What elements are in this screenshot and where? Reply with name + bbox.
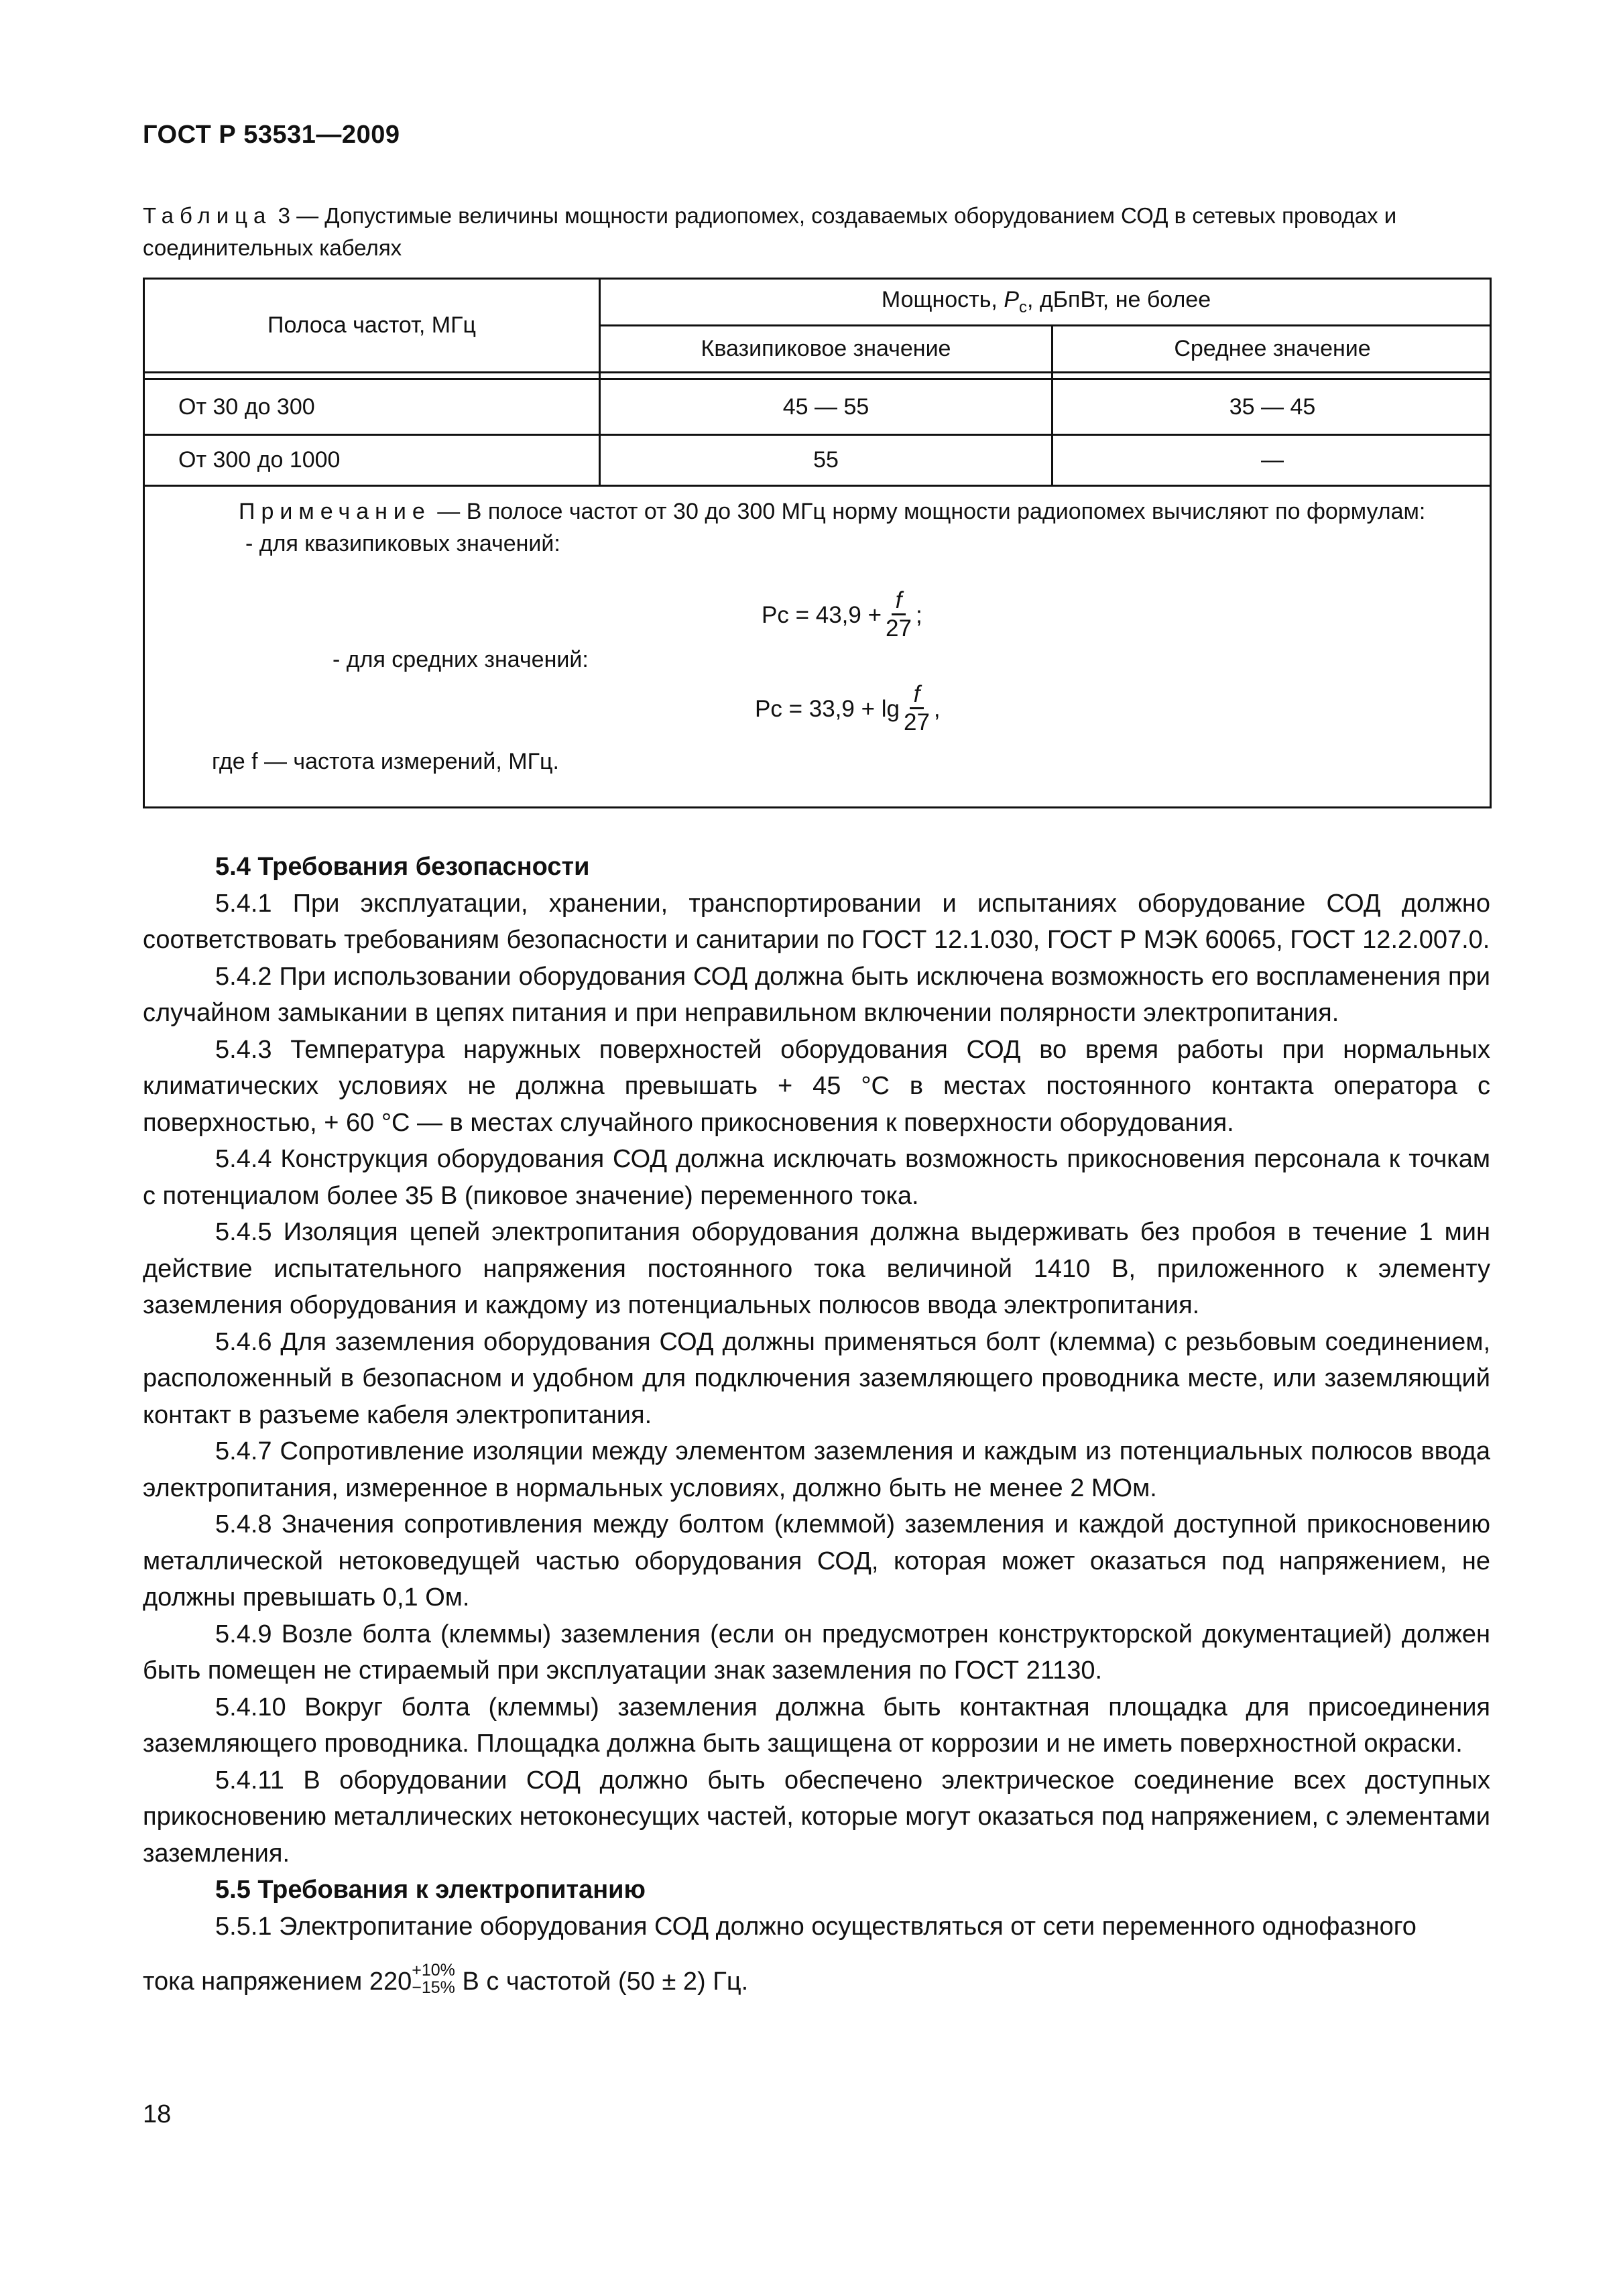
para-5-4-5: 5.4.5 Изоляция цепей электропитания оборудования должна выдерживать без пробоя в течение 1 мин действие испытательного напряжения постоянного тока величиной 1410 В, приложенного к элементу заземления оборудования и каждому из потенциальных полюсов ввода электропитания. bbox=[143, 1218, 1490, 1319]
section-5-5-title: 5.5 Требования к электропитанию bbox=[215, 1876, 646, 1904]
col-quasi-header: Квазипиковое значение bbox=[701, 336, 951, 361]
para-5-5-1-cont: тока напряжением 220 +10% −15% В с частотой (50 ± 2) Гц. bbox=[143, 1960, 749, 1997]
row1-band: От 30 до 300 bbox=[178, 394, 315, 420]
note-item-avg: - для средних значений: bbox=[333, 647, 589, 672]
section-5-4-title: 5.4 Требования безопасности bbox=[215, 853, 590, 881]
formula-quasi-fraction: $\frac{f}{27}$ bbox=[886, 587, 912, 642]
row2-avg: — bbox=[1261, 447, 1284, 473]
voltage-tolerance: +10% −15% bbox=[412, 1960, 455, 1997]
para-5-4-4: 5.4.4 Конструкция оборудования СОД должна исключать возможность прикосновения персонала к точкам с потенциалом более 35 В (пиковое значение) переменного тока. bbox=[143, 1145, 1490, 1210]
para-5-4-3: 5.4.3 Температура наружных поверхностей оборудования СОД во время работы при нормальных климатических условиях не должна превышать + 45 °С в местах постоянного контакта оператора с поверхностью, + 60 °С — в местах случайного прикосновения к поверхности оборудования. bbox=[143, 1035, 1490, 1137]
table-note bbox=[158, 495, 1476, 560]
row2-band: От 300 до 1000 bbox=[178, 447, 341, 473]
power-table bbox=[143, 278, 1492, 808]
para-5-4-10: 5.4.10 Вокруг болта (клеммы) заземления должна быть контактная площадка для присоединения заземляющего проводника. Площадка должна быть защищена от коррозии и не иметь поверхностной окраски. bbox=[143, 1693, 1490, 1758]
note-text: — В полосе частот от 30 до 300 МГц норму мощности радиопомех вычисляют по формулам: bbox=[437, 499, 1426, 524]
document-header: ГОСТ Р 53531—2009 bbox=[143, 121, 400, 149]
col-band-header: Полоса частот, МГц bbox=[267, 312, 476, 338]
para-5-4-2: 5.4.2 При использовании оборудования СОД должна быть исключена возможность его воспламенения при случайном замыкании в цепях питания и при неправильном включении полярности электропитания. bbox=[143, 962, 1490, 1027]
formula-avg: Pc = 33,9 + lg $\frac{f}{27}$ , bbox=[755, 681, 941, 735]
para-5-4-9: 5.4.9 Возле болта (клеммы) заземления (если он предусмотрен конструкторской документацией) должен быть помещен не стираемый при эксплуатации знак заземления по ГОСТ 21130. bbox=[143, 1620, 1490, 1685]
table-caption-text: — Допустимые величины мощности радиопомех, создаваемых оборудованием СОД в сетевых проводах и соединительных кабелях bbox=[143, 203, 1397, 260]
table-caption-label: Таблица bbox=[143, 203, 272, 228]
para-5-5-1: 5.5.1 Электропитание оборудования СОД должно осуществляться от сети переменного однофазного bbox=[215, 1912, 1417, 1941]
note-label: Примечание bbox=[239, 499, 431, 524]
row1-quasi: 45 — 55 bbox=[782, 394, 869, 420]
col-power-header: Мощность, $P_c$, дБпВт, не более bbox=[881, 287, 1211, 316]
para-5-4-8: 5.4.8 Значения сопротивления между болтом (клеммой) заземления и каждой доступной прикосновению металлической нетоковедущей частью оборудования СОД, которая может оказаться под напряжением, не должны превышать 0,1 Ом. bbox=[143, 1510, 1490, 1612]
col-avg-header: Среднее значение bbox=[1174, 336, 1371, 361]
para-5-4-6: 5.4.6 Для заземления оборудования СОД должны применяться болт (клемма) с резьбовым соединением, расположенный в безопасном и удобном для подключения заземляющего проводника месте, или заземляющий контакт в разъеме кабеля электропитания. bbox=[143, 1327, 1490, 1429]
table-caption bbox=[143, 200, 1490, 264]
row2-quasi: 55 bbox=[813, 447, 839, 473]
note-where: где f — частота измерений, МГц. bbox=[212, 749, 559, 774]
para-5-4-7: 5.4.7 Сопротивление изоляции между элементом заземления и каждым из потенциальных полюсов ввода электропитания, измеренное в нормальных условиях, должно быть не менее 2 МОм. bbox=[143, 1437, 1490, 1502]
table-caption-number: 3 bbox=[278, 203, 290, 228]
row1-avg: 35 — 45 bbox=[1229, 394, 1316, 420]
formula-avg-fraction: $\frac{f}{27}$ bbox=[903, 681, 930, 735]
para-5-4-1: 5.4.1 При эксплуатации, хранении, транспортировании и испытаниях оборудование СОД должно соответствовать требованиям безопасности и санитарии по ГОСТ 12.1.030, ГОСТ Р МЭК 60065, ГОСТ 12.2.007.0. bbox=[143, 889, 1490, 954]
para-5-4-11: 5.4.11 В оборудовании СОД должно быть обеспечено электрическое соединение всех доступных прикосновению металлических нетоконесущих частей, которые могут оказаться под напряжением, с элементами заземления. bbox=[143, 1766, 1490, 1868]
formula-quasi-lhs: Pc = 43,9 + bbox=[762, 601, 882, 628]
note-item-quasi: - для квазипиковых значений: bbox=[245, 531, 560, 556]
page-number: 18 bbox=[143, 2100, 172, 2128]
main-content bbox=[143, 849, 1490, 2000]
formula-quasi: Pc = 43,9 + $\frac{f}{27}$ ; bbox=[762, 587, 922, 642]
formula-avg-lhs: Pc = 33,9 + lg bbox=[755, 695, 900, 722]
